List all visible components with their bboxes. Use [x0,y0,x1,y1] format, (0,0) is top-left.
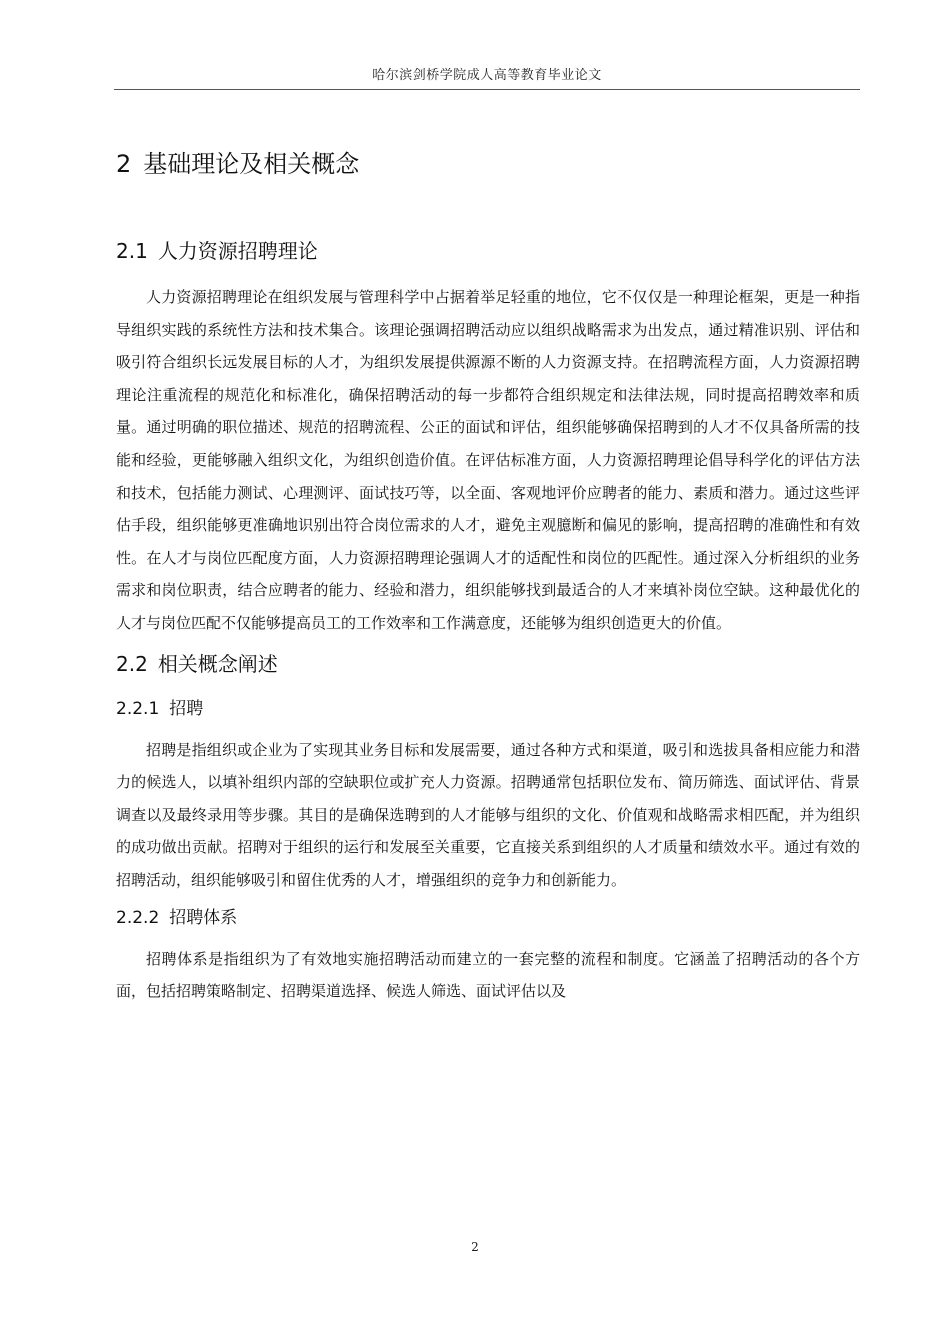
header-divider [114,89,860,90]
subsection-title: 招聘 [169,698,204,719]
section-heading-2-1 [116,233,860,269]
chapter-title: 基础理论及相关概念 [143,150,360,178]
chapter-heading [116,140,860,188]
subsection-title: 招聘体系 [169,907,238,928]
section-number: 2.2 [116,651,148,676]
paragraph-recruitment-theory: 人力资源招聘理论在组织发展与管理科学中占据着举足轻重的地位，它不仅仅是一种理论框架，更是一种指导组织实践的系统性方法和技术集合。该理论强调招聘活动应以组织战略需求为出发点，通过精准识别、评估和吸引符合组织长远发展目标的人才，为组织发展提供源源不断的人力资源支持。在招聘流程方面，人力资源招聘理论注重流程的规范化和标准化，确保招聘活动的每一步都符合组织规定和法律法规，同时提高招聘效率和质量。通过明确的职位描述、规范的招聘流程、公正的面试和评估，组织能够确保招聘到的人才不仅具备所需的技能和经验，更能够融入组织文化，为组织创造价值。在评估标准方面，人力资源招聘理论倡导科学化的评估方法和技术，包括能力测试、心理测评、面试技巧等，以全面、客观地评价应聘者的能力、素质和潜力。通过这些评估手段，组织能够更准确地识别出符合岗位需求的人才，避免主观臆断和偏见的影响，提高招聘的准确性和有效性。在人才与岗位匹配度方面，人力资源招聘理论强调人才的适配性和岗位的匹配性。通过深入分析组织的业务需求和岗位职责，结合应聘者的能力、经验和潜力，组织能够找到最适合的人才来填补岗位空缺。这种最优化的人才与岗位匹配不仅能够提高员工的工作效率和工作满意度，还能够为组织创造更大的价值。 [116,288,860,632]
subsection-heading-2-2-2 [116,903,860,933]
section-title: 相关概念阐述 [157,651,278,676]
section-heading-2-2 [116,646,860,682]
section-title: 人力资源招聘理论 [157,239,318,263]
page-number: 2 [471,1240,479,1254]
section-number: 2.1 [116,239,148,263]
paragraph-recruitment-system: 招聘体系是指组织为了有效地实施招聘活动而建立的一套完整的流程和制度。它涵盖了招聘活动的各个方面，包括招聘策略制定、招聘渠道选择、候选人筛选、面试评估以及 [116,949,860,1001]
subsection-number: 2.2.1 [116,698,160,719]
subsection-heading-2-2-1 [116,694,860,724]
subsection-number: 2.2.2 [116,907,160,928]
paragraph-recruitment: 招聘是指组织或企业为了实现其业务目标和发展需要，通过各种方式和渠道，吸引和选拔具备相应能力和潜力的候选人，以填补组织内部的空缺职位或扩充人力资源。招聘通常包括职位发布、简历筛选、面试评估、背景调查以及最终录用等步骤。其目的是确保选聘到的人才能够与组织的文化、价值观和战略需求相匹配，并为组织的成功做出贡献。招聘对于组织的运行和发展至关重要，它直接关系到组织的人才质量和绩效水平。通过有效的招聘活动，组织能够吸引和留住优秀的人才，增强组织的竞争力和创新能力。 [116,740,860,889]
page-body [116,140,860,1014]
chapter-number: 2 [116,150,132,178]
running-header: 哈尔滨剑桥学院成人高等教育毕业论文 [372,68,602,83]
